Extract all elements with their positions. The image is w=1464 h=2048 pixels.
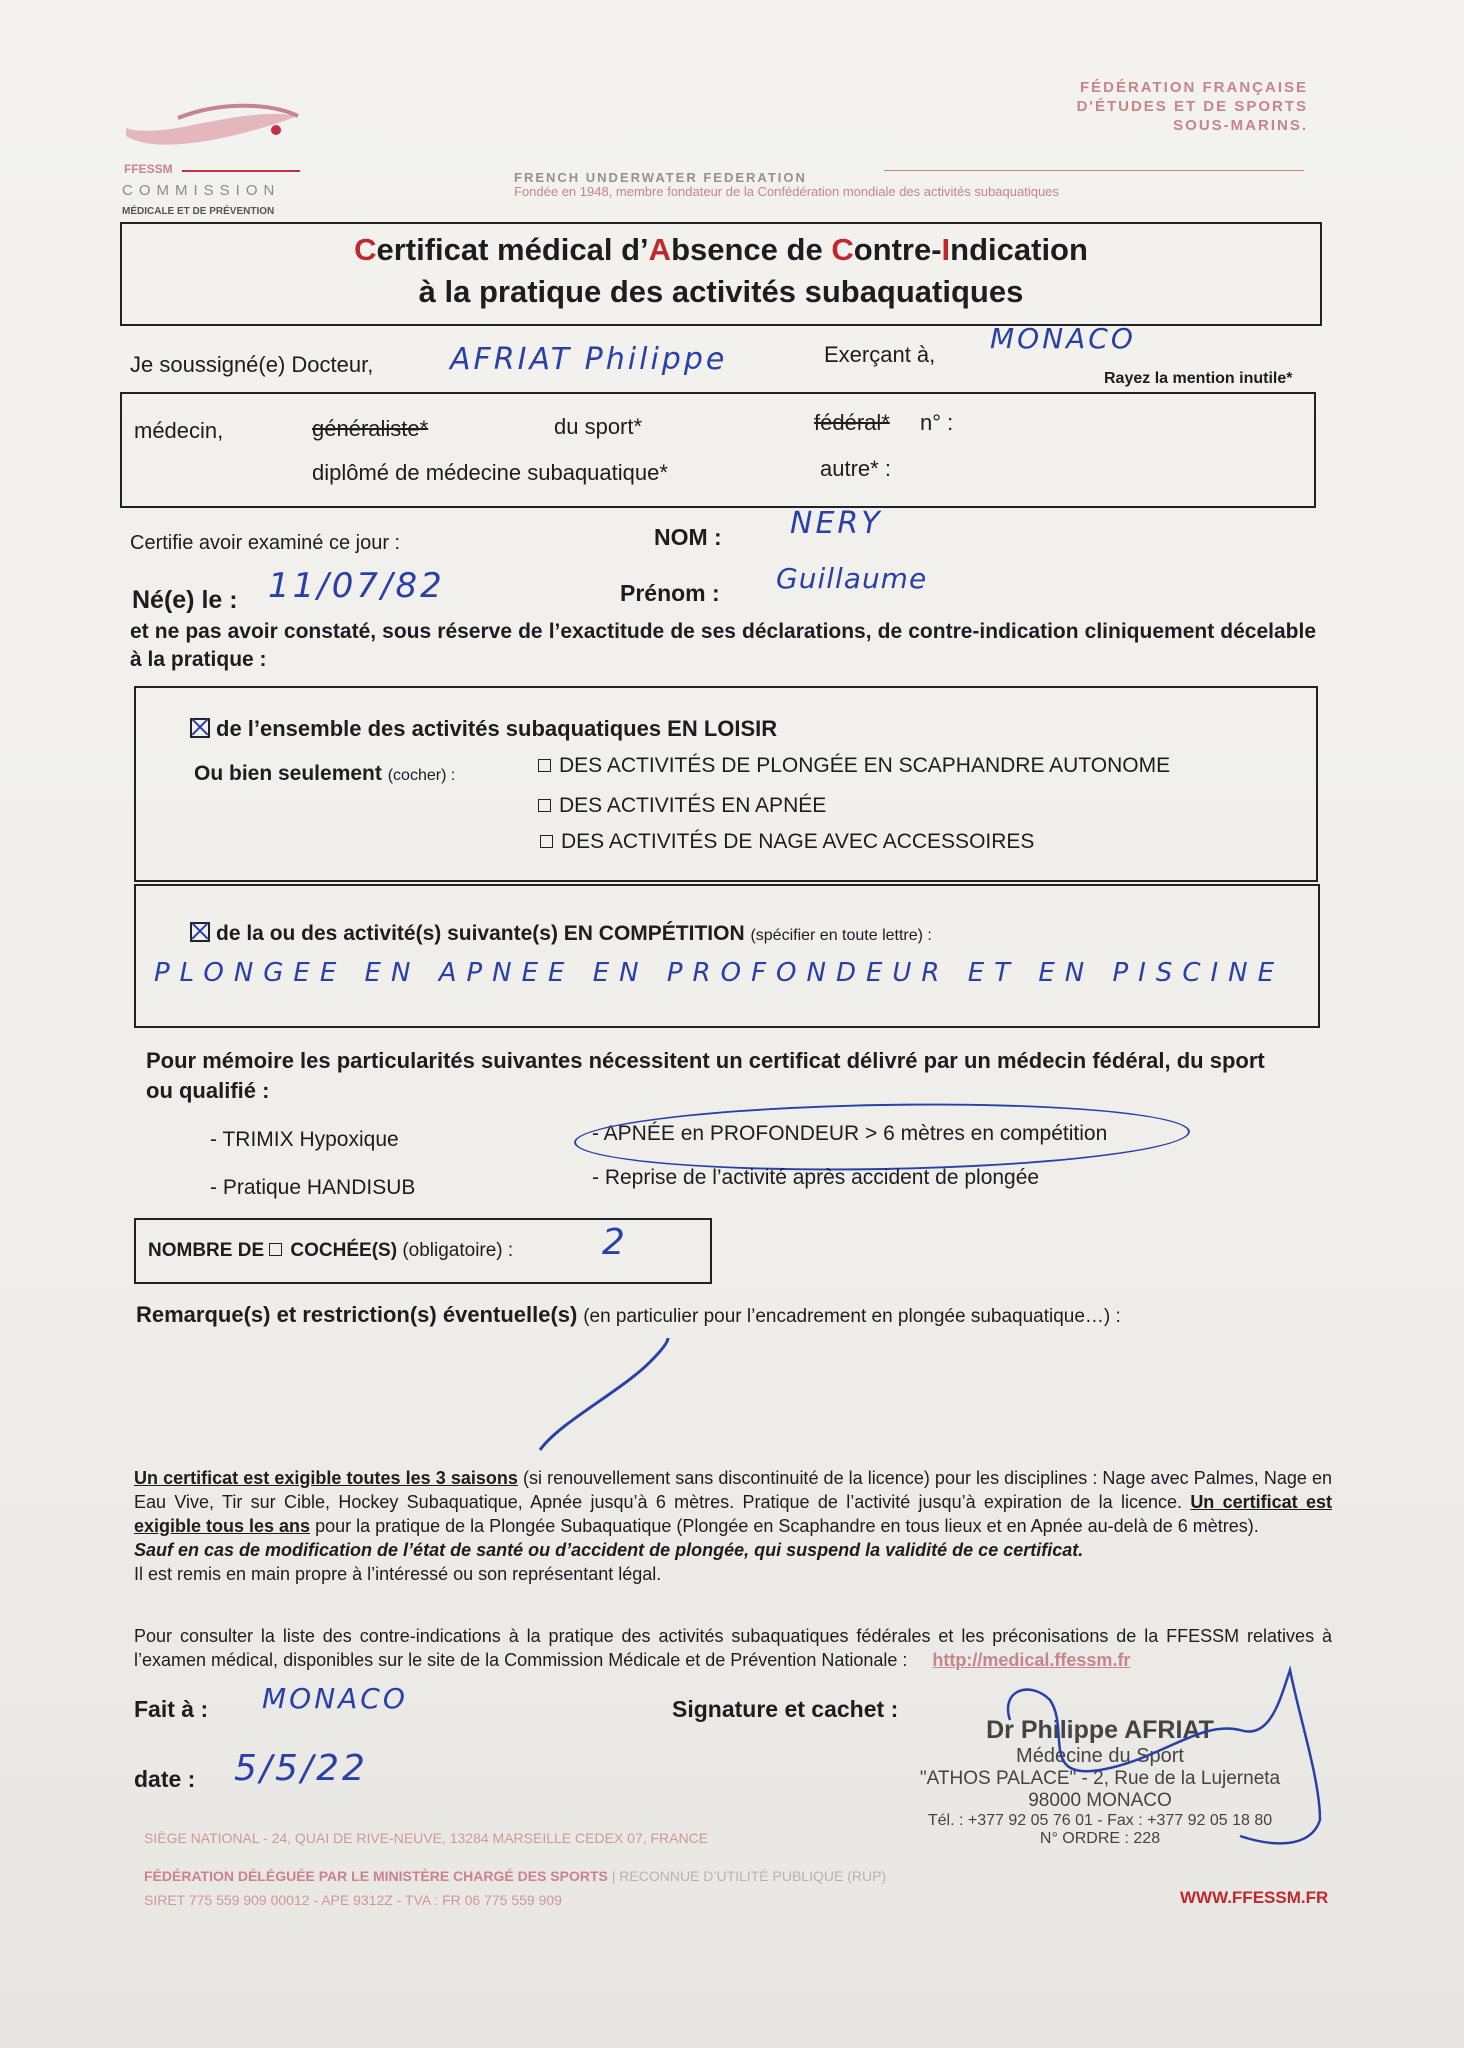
legal-block bbox=[134, 1466, 1332, 1586]
memoire-item: - TRIMIX Hypoxique bbox=[210, 1128, 399, 1151]
remarques-title: Remarque(s) et restriction(s) éventuelle(s) bbox=[136, 1302, 578, 1327]
competition-checkbox[interactable] bbox=[190, 922, 210, 942]
title-part: ndication bbox=[950, 232, 1088, 267]
scaphandre-checkbox[interactable] bbox=[538, 759, 551, 772]
medical-link[interactable]: http://medical.ffessm.fr bbox=[932, 1650, 1131, 1670]
certifie-label: Certifie avoir examiné ce jour : bbox=[130, 532, 401, 554]
diplome-option: diplômé de médecine subaquatique* bbox=[312, 460, 668, 485]
competition-box bbox=[134, 884, 1320, 1028]
nombre-label-a: NOMBRE DE bbox=[148, 1240, 265, 1261]
remarques-paren: (en particulier pour l’encadrement en plongée subaquatique…) : bbox=[583, 1306, 1121, 1327]
stamp-line: Tél. : +377 92 05 76 01 - Fax : +377 92 05 18 80 bbox=[927, 1812, 1273, 1829]
memoire-text: Pour mémoire les particularités suivantes nécessitent un certificat délivré par un médecin fédéral, du sport ou qualifié : bbox=[146, 1048, 1265, 1103]
fuf-label: FRENCH UNDERWATER FEDERATION bbox=[514, 170, 807, 185]
nombre-label-b: COCHÉE(S) bbox=[290, 1240, 398, 1261]
cocher-text: (cocher) : bbox=[387, 767, 456, 784]
org-name-line: SOUS-MARINS. bbox=[1173, 117, 1308, 134]
ne-label: Né(e) le : bbox=[132, 586, 238, 614]
loisir-option-label: DES ACTIVITÉS EN APNÉE bbox=[559, 794, 827, 817]
exercant-label: Exerçant à, bbox=[824, 342, 936, 367]
logo-abbr: FFESSM bbox=[124, 162, 173, 176]
specifier-text: (spécifier en toute lettre) : bbox=[750, 927, 932, 944]
hand-circle-mark bbox=[573, 1099, 1190, 1176]
stamp-line: 98000 MONACO bbox=[1028, 1790, 1172, 1811]
logo-rule bbox=[182, 170, 300, 172]
date-field[interactable]: 5/5/22 bbox=[234, 1748, 368, 1789]
loisir-option-label: DES ACTIVITÉS DE PLONGÉE EN SCAPHANDRE AUTONOME bbox=[559, 754, 1171, 777]
competition-main-label: de la ou des activité(s) suivante(s) EN COMPÉTITION bbox=[216, 922, 745, 945]
autre-option: autre* : bbox=[820, 456, 891, 481]
ou-bien-label bbox=[194, 762, 455, 786]
legal-text: (si renouvellement sans discontinuité de la licence) pour les disciplines : Nage avec Palmes, Nage en Eau Vive, Tir sur Cible, Hockey Subaquatique, Apnée jusqu’à 6 mètres. Pratique de l’activité jusqu’à expiration de la licence. bbox=[134, 1468, 1332, 1512]
footer-delegue: FÉDÉRATION DÉLÉGUÉE PAR LE MINISTÈRE CHARGÉ DES SPORTS bbox=[144, 1868, 608, 1884]
legal-text: pour la pratique de la Plongée Subaquatique (Plongée en Scaphandre en tous lieux et en Apnée au-delà de 6 mètres). bbox=[310, 1516, 1259, 1536]
legal-remise: Il est remis en main propre à l’intéressé ou son représentant légal. bbox=[134, 1564, 662, 1584]
org-name bbox=[1077, 78, 1308, 135]
org-name-line: FÉDÉRATION FRANÇAISE bbox=[1079, 79, 1308, 96]
rayez-note: Rayez la mention inutile* bbox=[1104, 370, 1293, 387]
apnee-checkbox[interactable] bbox=[538, 799, 551, 812]
nombre-label bbox=[148, 1240, 513, 1262]
handwritten-signature bbox=[940, 1660, 1340, 1860]
federal-option: fédéral* bbox=[814, 410, 890, 435]
loisir-main bbox=[190, 716, 777, 742]
title-initial: I bbox=[941, 232, 951, 267]
remarques-label bbox=[136, 1302, 1121, 1328]
loisir-main-label: de l’ensemble des activités subaquatiques EN LOISIR bbox=[216, 716, 778, 741]
fait-label: Fait à : bbox=[134, 1696, 209, 1722]
title-initial: C bbox=[354, 232, 377, 267]
footer-rup: | RECONNUE D’UTILITÉ PUBLIQUE (RUP) bbox=[611, 1868, 887, 1884]
memoire-item: - Reprise de l’activité après accident de plongée bbox=[592, 1166, 1040, 1189]
nombre-oblig: (obligatoire) : bbox=[402, 1240, 514, 1261]
prenom-label: Prénom : bbox=[620, 580, 720, 606]
memoire-item: - APNÉE en PROFONDEUR > 6 mètres en compétition bbox=[592, 1122, 1108, 1145]
competition-main bbox=[190, 922, 932, 946]
stamp-line: Dr Philippe AFRIAT bbox=[986, 1716, 1214, 1744]
founded-text: Fondée en 1948, membre fondateur de la Confédération mondiale des activités subaquatiques bbox=[514, 184, 1059, 199]
ou-bien-text: Ou bien seulement bbox=[194, 762, 382, 785]
prenom-field[interactable]: Guillaume bbox=[776, 562, 928, 595]
title-box bbox=[120, 222, 1322, 326]
date-label: date : bbox=[134, 1766, 196, 1792]
nom-field[interactable]: NERY bbox=[790, 506, 883, 541]
footer-web-link[interactable]: WWW.FFESSM.FR bbox=[1180, 1888, 1329, 1907]
loisir-option-row[interactable] bbox=[538, 754, 1170, 778]
competition-field[interactable]: PLONGEE EN APNEE EN PROFONDEUR ET EN PISCINE bbox=[154, 958, 1285, 988]
stamp-line: N° ORDRE : 228 bbox=[1039, 1830, 1161, 1847]
title-part: ertificat médical d’ bbox=[376, 232, 649, 267]
medecin-label: médecin, bbox=[134, 418, 224, 443]
soussigne-label: Je soussigné(e) Docteur, bbox=[130, 352, 374, 377]
loisir-option-label: DES ACTIVITÉS DE NAGE AVEC ACCESSOIRES bbox=[561, 830, 1035, 853]
numero-label: n° : bbox=[920, 410, 954, 435]
doctor-name-field[interactable]: AFRIAT Philippe bbox=[450, 342, 728, 377]
loisir-checkbox[interactable] bbox=[190, 718, 210, 738]
checkbox-glyph-icon bbox=[269, 1243, 282, 1256]
stamp-line: Médecine du Sport bbox=[1016, 1745, 1184, 1767]
legal-3saisons: Un certificat est exigible toutes les 3 saisons bbox=[134, 1468, 518, 1488]
birthdate-field[interactable]: 11/07/82 bbox=[268, 566, 445, 606]
footer-delegue-line bbox=[144, 1868, 886, 1884]
logo-commission: COMMISSION bbox=[122, 182, 281, 199]
title-part: ontre- bbox=[853, 232, 942, 267]
signature-label: Signature et cachet : bbox=[672, 1696, 899, 1722]
du-sport-option: du sport* bbox=[554, 414, 643, 439]
generaliste-option: généraliste* bbox=[312, 416, 429, 441]
legal-consult-text: Pour consulter la liste des contre-indications à la pratique des activités subaquatiques fédérales et les préconisations de la FFESSM relatives à l’examen médical, disponibles sur le site de la Commission Médicale et de Prévention Nationale : bbox=[134, 1626, 1332, 1670]
nage-checkbox[interactable] bbox=[540, 835, 553, 848]
title-initial: C bbox=[831, 232, 854, 267]
ffessm-logo-icon bbox=[118, 98, 308, 158]
footer-siege: SIÈGE NATIONAL - 24, QUAI DE RIVE-NEUVE, 13284 MARSEILLE CEDEX 07, FRANCE bbox=[144, 1830, 709, 1846]
memoire-item: - Pratique HANDISUB bbox=[210, 1176, 416, 1199]
fait-field[interactable]: MONACO bbox=[262, 1682, 408, 1715]
declaration-text: et ne pas avoir constaté, sous réserve de l’exactitude de ses déclarations, de contre-indication cliniquement décelable à la pratique : bbox=[130, 620, 1316, 671]
legal-warning: Sauf en cas de modification de l’état de santé ou d’accident de plongée, qui suspend la validité de ce certificat. bbox=[134, 1540, 1084, 1560]
page-title bbox=[122, 232, 1320, 268]
medecin-box bbox=[120, 392, 1316, 508]
loisir-option-row[interactable] bbox=[538, 794, 826, 818]
loisir-option-row[interactable] bbox=[540, 830, 1034, 854]
fuf-rule bbox=[884, 170, 1304, 171]
org-name-line: D'ÉTUDES ET DE SPORTS bbox=[1076, 98, 1308, 115]
nombre-box bbox=[134, 1218, 712, 1284]
page-subtitle: à la pratique des activités subaquatiques bbox=[418, 274, 1024, 309]
doctor-city-field[interactable]: MONACO bbox=[990, 322, 1136, 355]
stamp-line: "ATHOS PALACE" - 2, Rue de la Lujerneta bbox=[919, 1768, 1281, 1789]
title-initial: A bbox=[648, 232, 672, 267]
remarques-slash-mark bbox=[530, 1332, 680, 1456]
logo-subtitle: MÉDICALE ET DE PRÉVENTION bbox=[122, 206, 275, 217]
nombre-field[interactable]: 2 bbox=[602, 1222, 628, 1263]
footer-siret: SIRET 775 559 909 00012 - APE 9312Z - TVA : FR 06 775 559 909 bbox=[144, 1892, 562, 1908]
legal-tousans: Un certificat est exigible tous les ans bbox=[134, 1492, 1332, 1536]
title-part: bsence de bbox=[671, 232, 832, 267]
nom-label: NOM : bbox=[654, 524, 722, 550]
loisir-box bbox=[134, 686, 1318, 882]
